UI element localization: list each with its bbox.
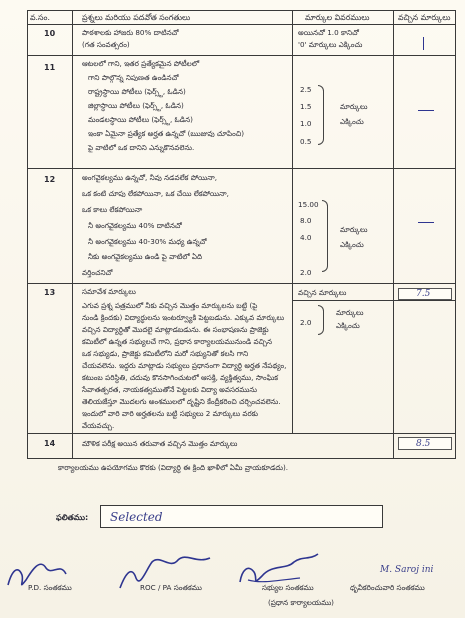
row-11-line-5: మండలస్థాయి పోటీలు (ఫెర్స్ట్, ఓడిన) — [88, 115, 193, 124]
row-11-bracket-label-2: ఎక్కించు — [340, 117, 364, 126]
row-11-score-3: 1.0 — [300, 119, 312, 128]
row-13-score: 2.0 — [300, 318, 312, 327]
row-12-bracket — [322, 200, 328, 272]
row-11-line-6: ఇంకా ఏమైనా ప్రత్యేక అర్హత ఉన్నచో (ఋజువు చూపించి) — [88, 129, 245, 138]
signature-pd-label: P.D. సంతకము — [28, 583, 72, 592]
row-13-line-3: వచ్చిన విద్యార్థితో మొదలై మాట్లాడబడును. ఈ సంభాషణను ప్రాజెక్టు — [82, 325, 269, 334]
row-10-detail-2: '0' మార్కులు ఎక్కించు — [298, 40, 363, 49]
row-11-line-1: ఆటలలో గాని, ఇతర ప్రత్యేకమైన పోటీలలో — [82, 59, 200, 68]
header-marks-got: వచ్చిన మార్కులు — [398, 13, 451, 22]
row-12-bracket-label-1: మార్కులు — [340, 225, 368, 234]
row-12-line-4: నీ అంగవైకల్యము 40% దాటినచో — [88, 221, 182, 230]
row-12-score-1: 15.00 — [298, 200, 319, 209]
row-12-marks-dash — [418, 222, 434, 223]
row-10-marks-handwritten — [423, 37, 424, 50]
row-12-line-5: నీ అంగవైకల్యము 40-30% మధ్య ఉన్నచో — [88, 237, 207, 246]
row-13-detail-title: వచ్చిన మార్కులు — [298, 288, 347, 297]
signature-pa-label: ROC / PA సంతకము — [140, 583, 202, 592]
row-12-line-2: ఒక కంటి చూపు లేకపోయినా, ఒక చేయి లేకపోయినా, — [82, 189, 229, 198]
row-11-sno: 11 — [44, 63, 56, 72]
row-11-bracket-label-1: మార్కులు — [340, 102, 368, 111]
row-12-bracket-label-2: ఎక్కించు — [340, 240, 364, 249]
row-11-line-4: జిల్లాస్థాయి పోటీలు (ఫెర్స్ట్, ఓడిన) — [88, 101, 184, 110]
row-11-score-1: 2.5 — [300, 85, 312, 94]
row-10-line-2: (గత సంవత్సరం) — [82, 40, 130, 49]
signature-scribbles — [0, 540, 465, 618]
header-sno: వ.సం. — [30, 13, 50, 22]
row-14-marks-value: 8.5 — [416, 439, 431, 449]
row-13-line-11: వేయవచ్చు. — [82, 421, 115, 430]
table-border-right — [455, 10, 456, 458]
column-divider-sno — [72, 10, 73, 458]
signature-verifier-label: ధృవీకరించువారి సంతకము — [350, 583, 425, 592]
column-divider-detail — [393, 10, 394, 458]
row-11-line-7: పై వాటిలో ఒక దానిని ఎన్నుకొనవలెను. — [88, 143, 195, 152]
result-value: Selected — [110, 510, 163, 524]
row-13-marks-box — [398, 288, 452, 300]
row-11-marks-dash — [418, 110, 434, 111]
row-13-bracket — [318, 305, 324, 335]
row-13-line-10: ఇందులో వారి వారి అర్హతలను బట్టి సభ్యులు 2 మార్కులు వరకు — [82, 409, 258, 418]
row-12-line-3: ఒక కాలు లేకపోయినా — [82, 205, 143, 214]
signature-member-sublabel: (ప్రధాన కార్యాలయము) — [268, 598, 334, 607]
row-13-sno: 13 — [44, 288, 56, 297]
row-14-line-1: మౌళిక పరీక్ష అయిన తరువాత వచ్చిన మొత్తం మార్కులు — [82, 439, 238, 448]
row-14-marks-box — [398, 437, 452, 450]
row-13-line-9: తెలియజేస్తూ మొదలగు అంశములలో దృష్టిని కేంద్రీకరించి చర్చించవలెను. — [82, 397, 281, 406]
row-10-line-1: పాఠశాలకు హాజరు 80% దాటినచో — [82, 28, 179, 37]
row-13-line-7: కటుంబ పరిస్థితి, చదువు కొనసాగించుటలో ఆసక్తి, వ్యక్తిత్వము, సాంఘిక — [82, 373, 279, 382]
row-10-detail-1: అయినచో 1.0 కానిచో — [298, 28, 359, 37]
office-use-note: కార్యాలయము ఉపయోగము కొరకు (విద్యార్థి ఈ క్రింది ఖాళీలో ఏమీ వ్రాయకూడదు). — [58, 463, 289, 472]
row-12-score-2: 8.0 — [300, 216, 312, 225]
row-11-bracket — [318, 85, 324, 145]
signature-verifier-name: M. Saroj ini — [380, 565, 434, 575]
row-11-score-2: 1.5 — [300, 102, 312, 111]
row-11-score-4: 0.5 — [300, 137, 312, 146]
row-13-bracket-label-1: మార్కులు — [336, 308, 364, 317]
row-14-sno: 14 — [44, 439, 56, 448]
result-box — [100, 505, 383, 528]
column-divider-question — [292, 10, 293, 433]
row-13-marks-value: 7.5 — [416, 289, 431, 299]
row-12-line-7: వర్తించనిచో — [82, 268, 113, 277]
row-13-line-5: ఒక సభ్యుడు, ప్రాజెక్టు కమిటీలోని మరో సభ్యునితో కలసి గాని — [82, 349, 249, 358]
row-13-line-4: కమిటీలో ఉన్నత సభ్యులచే గాని, ప్రధాన కార్యాలయమునుండి వచ్చిన — [82, 337, 273, 346]
row-12-score-3: 4.0 — [300, 233, 312, 242]
row-13-title: సమావేశ మార్కులు — [82, 287, 136, 296]
row-12-line-1: అంగవైకల్యము ఉన్నచో, నీవు నడవలేక పోయినా, — [82, 173, 218, 182]
row-13-bracket-label-2: ఎక్కించు — [336, 321, 360, 330]
row-12-sno: 12 — [44, 175, 56, 184]
row-12-score-4: 2.0 — [300, 268, 312, 277]
row-13-line-2: నుండి క్రిందకు) విద్యార్థులను ఇంటర్వ్యూకి పెట్టబడును. ఎక్కువ మార్కులు — [82, 313, 285, 322]
header-question: ప్రశ్నలు మరియు పదవోత సంగతులు — [82, 13, 191, 22]
row-12-line-6: నీకు అంగవైకల్యము ఉండి పై వాటిలో ఏది — [88, 252, 203, 261]
header-marks-detail: మార్కుల వివరములు — [305, 13, 370, 22]
result-label: ఫలితము: — [56, 513, 89, 522]
signature-member-label: సభ్యుల సంతకము — [262, 583, 314, 592]
row-13-line-8: సేవాతత్పరత, నాయకత్వముతోనే పెట్టలకు విద్యా అవసరమును — [82, 385, 257, 394]
row-11-line-3: రాష్ట్రస్థాయి పోటీలు (ఫెర్స్ట్, ఓడిన) — [88, 87, 186, 96]
row-11-line-2: గాని పాల్గొన్న నిపుణత ఉండినచో — [88, 73, 179, 82]
table-border-left — [27, 10, 28, 458]
row-10-sno: 10 — [44, 29, 56, 38]
row-13-line-6: చేయవలెను. ఇద్దరు మాట్లాడు సభ్యులు ప్రధానంగా విద్యార్థి అర్హత నేపథ్యం, — [82, 361, 287, 370]
row-13-line-1: ఎగువ ప్రశ్న పత్రములో నీకు వచ్చిన మొత్తం మార్కులను బట్టి (పై — [82, 301, 258, 310]
